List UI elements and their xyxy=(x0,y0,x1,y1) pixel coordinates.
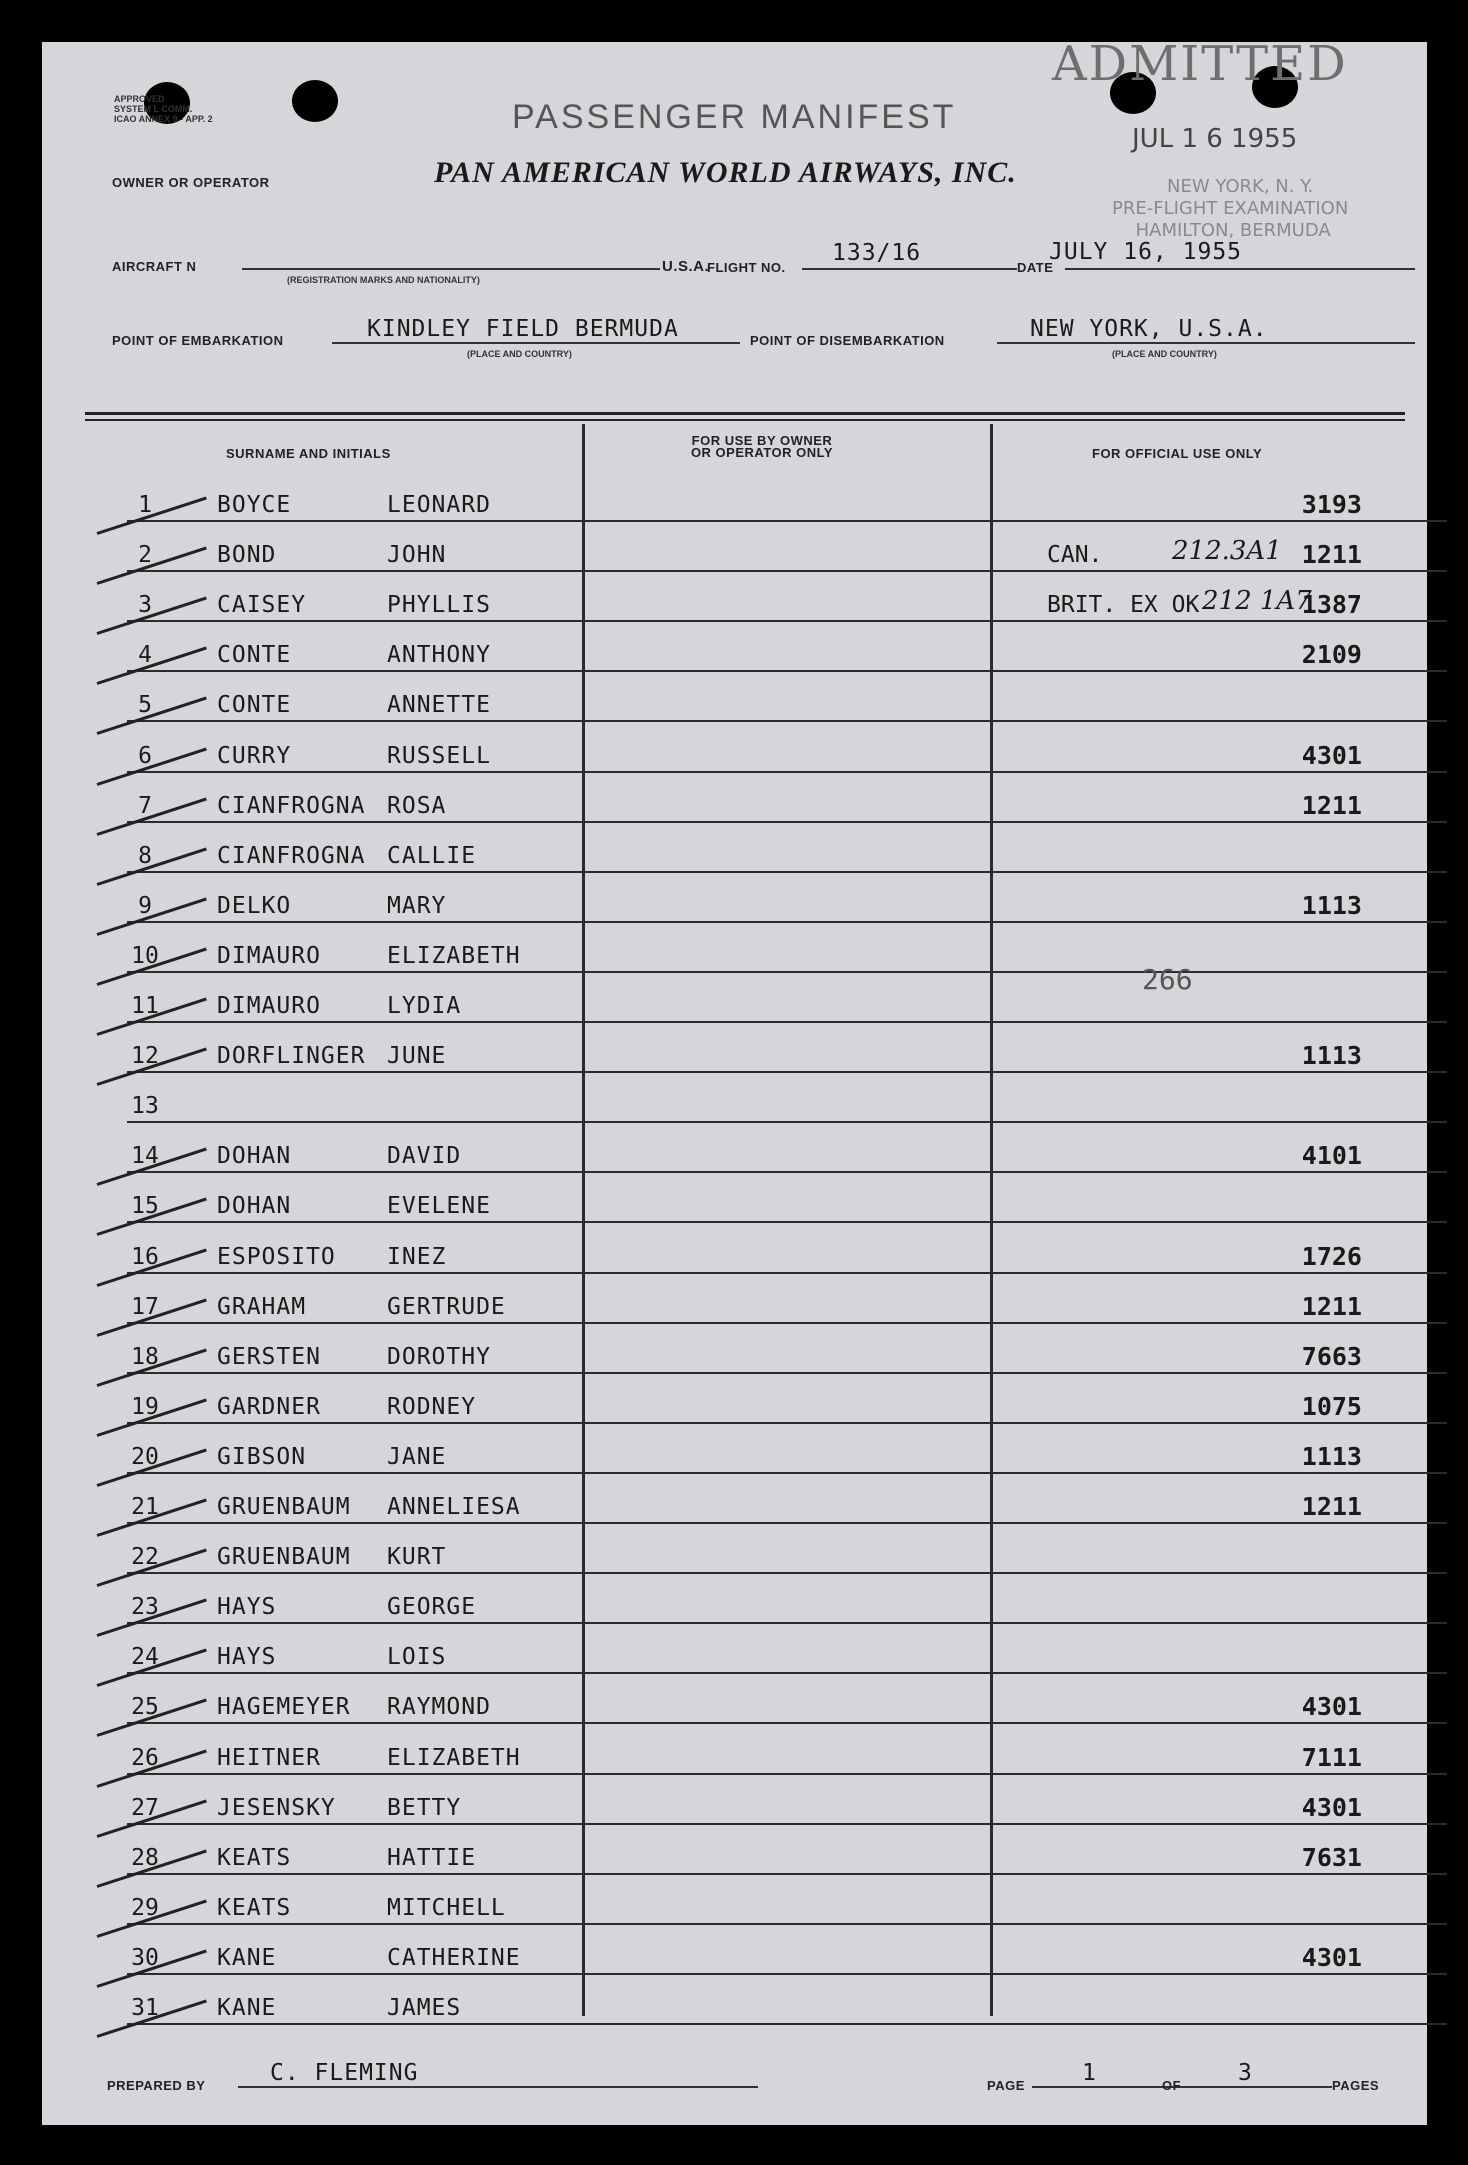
prepared-by-value: C. FLEMING xyxy=(270,2060,419,2086)
passenger-surname: CIANFROGNA xyxy=(217,792,366,819)
official-code: 7663 xyxy=(1301,1341,1362,1371)
row-line xyxy=(127,2023,1447,2025)
official-note: CAN. xyxy=(1047,542,1103,569)
passenger-surname: GERSTEN xyxy=(217,1343,321,1370)
row-line xyxy=(127,1272,1447,1274)
manifest-sheet xyxy=(42,36,1427,2125)
passenger-given-name: MARY xyxy=(387,892,447,919)
disembarkation-sublabel: (PLACE AND COUNTRY) xyxy=(1112,349,1217,359)
official-code: 1113 xyxy=(1301,1441,1362,1471)
usa-label: U.S.A. xyxy=(662,258,710,275)
passenger-given-name: EVELENE xyxy=(387,1193,491,1220)
row-number: 5 xyxy=(138,692,152,719)
flight-number: 133/16 xyxy=(832,240,922,266)
column-header-owner-use: FOR USE BY OWNER OR OPERATOR ONLY xyxy=(690,433,834,460)
row-number: 1 xyxy=(138,492,152,518)
embarkation-sublabel: (PLACE AND COUNTRY) xyxy=(467,349,572,359)
passenger-name xyxy=(217,1344,491,1370)
row-number: 10 xyxy=(131,942,159,969)
row-line xyxy=(127,1422,1447,1424)
row-line xyxy=(127,971,1447,973)
passenger-name xyxy=(217,1043,446,1069)
passenger-surname: HAYS xyxy=(217,1644,277,1671)
passenger-name xyxy=(217,542,446,568)
passenger-name xyxy=(217,1795,461,1821)
row-line xyxy=(127,1221,1447,1223)
passenger-name xyxy=(217,1644,446,1670)
passenger-surname: JESENSKY xyxy=(217,1794,336,1821)
row-number: 28 xyxy=(131,1844,159,1871)
admitted-stamp: ADMITTED xyxy=(1052,36,1348,92)
stamp-date: JUL 1 6 1955 xyxy=(1132,124,1298,154)
date-value: JULY 16, 1955 xyxy=(1049,239,1243,265)
embarkation-label: POINT OF EMBARKATION xyxy=(112,333,284,348)
row-number: 24 xyxy=(131,1644,159,1671)
official-code: 4301 xyxy=(1301,1792,1362,1822)
row-line xyxy=(127,1522,1447,1524)
passenger-name xyxy=(217,1694,491,1720)
row-line xyxy=(127,771,1447,773)
passenger-name xyxy=(217,1143,461,1169)
flight-label: FLIGHT NO. xyxy=(707,260,786,275)
row-number: 7 xyxy=(138,792,152,819)
passenger-name xyxy=(217,993,461,1019)
passenger-name xyxy=(217,1945,521,1971)
row-number: 22 xyxy=(131,1544,159,1571)
passenger-given-name: PHYLLIS xyxy=(387,592,491,619)
row-number: 30 xyxy=(131,1944,159,1971)
row-number: 20 xyxy=(131,1443,159,1470)
row-number: 27 xyxy=(131,1794,159,1821)
row-number: 3 xyxy=(138,592,152,619)
passenger-name xyxy=(217,592,491,618)
passenger-name xyxy=(217,793,446,819)
passenger-given-name: LYDIA xyxy=(387,993,462,1019)
page-total: 3 xyxy=(1238,2060,1253,2086)
passenger-name xyxy=(217,1544,446,1570)
row-line xyxy=(127,1572,1447,1574)
approval-line: SYSTEM L COMM. xyxy=(114,104,193,114)
page-title: PASSENGER MANIFEST xyxy=(512,98,957,136)
passenger-given-name: DOROTHY xyxy=(387,1343,491,1370)
row-number: 23 xyxy=(131,1594,159,1621)
passenger-given-name: JANE xyxy=(387,1443,447,1470)
pages-label: PAGES xyxy=(1332,2078,1380,2093)
row-line xyxy=(127,1071,1447,1073)
row-line xyxy=(127,720,1447,722)
passenger-name xyxy=(217,843,476,869)
passenger-name xyxy=(217,1244,446,1270)
disembarkation-label: POINT OF DISEMBARKATION xyxy=(750,333,945,348)
passenger-given-name: CALLIE xyxy=(387,842,477,869)
passenger-given-name: ELIZABETH xyxy=(387,942,521,969)
row-line xyxy=(127,1472,1447,1474)
row-line xyxy=(127,1873,1447,1875)
passenger-given-name: KURT xyxy=(387,1544,447,1571)
disembarkation-value: NEW YORK, U.S.A. xyxy=(1030,316,1268,342)
stamp-line: HAMILTON, BERMUDA xyxy=(1135,220,1331,241)
stamp-location xyxy=(1112,176,1349,242)
official-code: 1387 xyxy=(1301,590,1362,620)
row-line xyxy=(127,1923,1447,1925)
official-code: 1113 xyxy=(1301,890,1362,920)
row-number: 8 xyxy=(138,842,152,869)
passenger-given-name: CATHERINE xyxy=(387,1944,521,1971)
passenger-surname: KEATS xyxy=(217,1844,292,1871)
row-number: 12 xyxy=(131,1043,159,1070)
column-divider xyxy=(582,424,585,2016)
passenger-given-name: ANNELIESA xyxy=(387,1494,521,1520)
passenger-given-name: ANNETTE xyxy=(387,692,491,719)
approval-line: ICAO ANNEX 9 - APP. 2 xyxy=(114,114,213,124)
official-code: 4301 xyxy=(1301,1942,1362,1972)
row-line xyxy=(127,1372,1447,1374)
passenger-surname: KEATS xyxy=(217,1894,292,1921)
row-number: 19 xyxy=(131,1393,159,1420)
passenger-given-name: DAVID xyxy=(387,1143,462,1170)
page-label: PAGE xyxy=(987,2078,1025,2093)
passenger-given-name: RODNEY xyxy=(387,1393,477,1420)
date-label: DATE xyxy=(1017,260,1054,275)
of-label: OF xyxy=(1162,2078,1182,2093)
official-code: 4101 xyxy=(1301,1141,1362,1171)
passenger-surname: KANE xyxy=(217,1995,277,2021)
passenger-surname: BOYCE xyxy=(217,492,292,518)
stamp-line: NEW YORK, N. Y. xyxy=(1167,176,1314,197)
passenger-name xyxy=(217,492,491,518)
passenger-surname: CURRY xyxy=(217,742,292,769)
passenger-name xyxy=(217,743,491,769)
passenger-surname: GARDNER xyxy=(217,1393,321,1420)
row-line xyxy=(127,1622,1447,1624)
passenger-surname: DIMAURO xyxy=(217,942,321,969)
official-code: 3193 xyxy=(1301,490,1362,519)
passenger-surname: DOHAN xyxy=(217,1143,292,1170)
row-line xyxy=(127,1773,1447,1775)
passenger-surname: DOHAN xyxy=(217,1193,292,1220)
official-code: 2109 xyxy=(1301,640,1362,670)
official-code: 1113 xyxy=(1301,1041,1362,1071)
official-code: 1211 xyxy=(1301,540,1362,570)
row-line xyxy=(127,1722,1447,1724)
row-number: 21 xyxy=(131,1494,159,1520)
passenger-given-name: JAMES xyxy=(387,1995,462,2021)
passenger-given-name: ROSA xyxy=(387,792,447,819)
row-number: 29 xyxy=(131,1894,159,1921)
passenger-surname: DORFLINGER xyxy=(217,1043,366,1070)
row-line xyxy=(127,1021,1447,1023)
row-number: 16 xyxy=(131,1243,159,1270)
passenger-given-name: GEORGE xyxy=(387,1594,477,1621)
row-line xyxy=(127,921,1447,923)
passenger-given-name: JOHN xyxy=(387,542,447,569)
aircraft-label: AIRCRAFT N xyxy=(112,259,197,274)
row-line xyxy=(127,520,1447,522)
row-number: 6 xyxy=(138,742,152,769)
row-number: 31 xyxy=(131,1995,159,2021)
passenger-given-name: ELIZABETH xyxy=(387,1744,521,1771)
passenger-given-name: HATTIE xyxy=(387,1844,477,1871)
passenger-name xyxy=(217,1294,506,1320)
row-line xyxy=(127,1823,1447,1825)
passenger-given-name: LEONARD xyxy=(387,492,491,518)
official-note: BRIT. EX OK xyxy=(1047,592,1200,619)
passenger-given-name: ANTHONY xyxy=(387,642,491,669)
row-line xyxy=(127,570,1447,572)
passenger-given-name: BETTY xyxy=(387,1794,462,1821)
stamp-line: PRE-FLIGHT EXAMINATION xyxy=(1112,198,1349,219)
punch-hole-icon xyxy=(292,80,338,122)
official-code: 1075 xyxy=(1301,1391,1362,1421)
passenger-surname: CONTE xyxy=(217,692,292,719)
row-number: 13 xyxy=(131,1093,159,1120)
row-line xyxy=(127,1973,1447,1975)
official-code: 4301 xyxy=(1301,1692,1362,1722)
row-number: 26 xyxy=(131,1744,159,1771)
row-number: 18 xyxy=(131,1343,159,1370)
row-number: 15 xyxy=(131,1193,159,1220)
passenger-surname: CIANFROGNA xyxy=(217,842,366,869)
passenger-surname: DIMAURO xyxy=(217,993,321,1019)
aircraft-sublabel: (REGISTRATION MARKS AND NATIONALITY) xyxy=(287,275,480,285)
passenger-name xyxy=(217,1494,521,1520)
row-number: 14 xyxy=(131,1143,159,1170)
passenger-surname: DELKO xyxy=(217,892,292,919)
row-line xyxy=(127,1322,1447,1324)
passenger-name xyxy=(217,1193,491,1219)
handwritten-annotation: 212 1A7 xyxy=(1202,586,1312,617)
official-code: 1211 xyxy=(1301,1291,1362,1321)
row-line xyxy=(127,670,1447,672)
row-line xyxy=(127,1121,1447,1123)
official-annotation: 266 xyxy=(1142,962,1193,996)
passenger-name xyxy=(217,893,446,919)
row-line xyxy=(127,1171,1447,1173)
passenger-surname: GRAHAM xyxy=(217,1293,307,1320)
passenger-name xyxy=(217,1594,476,1620)
row-number: 4 xyxy=(138,642,152,669)
passenger-surname: CAISEY xyxy=(217,592,307,619)
passenger-surname: BOND xyxy=(217,542,277,569)
row-number: 17 xyxy=(131,1293,159,1320)
passenger-name xyxy=(217,1895,506,1921)
official-code: 4301 xyxy=(1301,740,1362,770)
passenger-given-name: JUNE xyxy=(387,1043,447,1070)
passenger-surname: HEITNER xyxy=(217,1744,321,1771)
row-number: 9 xyxy=(138,892,152,919)
passenger-given-name: INEZ xyxy=(387,1243,447,1270)
official-code: 1211 xyxy=(1301,1492,1362,1521)
prepared-by-label: PREPARED BY xyxy=(107,2078,206,2093)
page-number: 1 xyxy=(1082,2060,1097,2086)
passenger-given-name: MITCHELL xyxy=(387,1894,506,1921)
passenger-given-name: GERTRUDE xyxy=(387,1293,506,1320)
official-code: 1726 xyxy=(1301,1241,1362,1271)
column-header-surname: SURNAME AND INITIALS xyxy=(226,446,391,461)
row-line xyxy=(127,620,1447,622)
passenger-name xyxy=(217,692,491,718)
row-number: 11 xyxy=(131,993,159,1019)
passenger-surname: GRUENBAUM xyxy=(217,1544,351,1571)
row-line xyxy=(127,1672,1447,1674)
official-code: 7111 xyxy=(1301,1742,1362,1772)
passenger-surname: KANE xyxy=(217,1944,277,1971)
passenger-surname: ESPOSITO xyxy=(217,1243,336,1270)
approval-line: APPROVED xyxy=(114,94,165,104)
passenger-name xyxy=(217,1995,461,2021)
passenger-name xyxy=(217,1845,476,1871)
row-line xyxy=(127,821,1447,823)
embarkation-value: KINDLEY FIELD BERMUDA xyxy=(367,316,679,342)
passenger-surname: GIBSON xyxy=(217,1443,307,1470)
row-number: 2 xyxy=(138,542,152,569)
passenger-name xyxy=(217,1444,446,1470)
passenger-name xyxy=(217,1093,387,1119)
passenger-name xyxy=(217,1745,521,1771)
passenger-surname: HAGEMEYER xyxy=(217,1694,351,1721)
passenger-name xyxy=(217,642,491,668)
column-header-official-use: FOR OFFICIAL USE ONLY xyxy=(1092,446,1263,461)
official-code: 1211 xyxy=(1301,790,1362,820)
passenger-name xyxy=(217,1394,476,1420)
passenger-given-name: RUSSELL xyxy=(387,742,491,769)
official-code: 7631 xyxy=(1301,1842,1362,1872)
passenger-given-name: LOIS xyxy=(387,1644,447,1671)
row-line xyxy=(127,871,1447,873)
owner-label: OWNER OR OPERATOR xyxy=(112,175,270,190)
passenger-given-name: RAYMOND xyxy=(387,1694,491,1721)
passenger-name xyxy=(217,943,521,969)
handwritten-annotation: 212.3A1 xyxy=(1172,536,1282,567)
passenger-surname: HAYS xyxy=(217,1594,277,1621)
row-number: 25 xyxy=(131,1694,159,1721)
passenger-surname: GRUENBAUM xyxy=(217,1494,351,1520)
approval-block xyxy=(114,94,213,124)
owner-value: PAN AMERICAN WORLD AIRWAYS, INC. xyxy=(434,156,1017,189)
column-divider xyxy=(990,424,993,2016)
passenger-surname: CONTE xyxy=(217,642,292,669)
